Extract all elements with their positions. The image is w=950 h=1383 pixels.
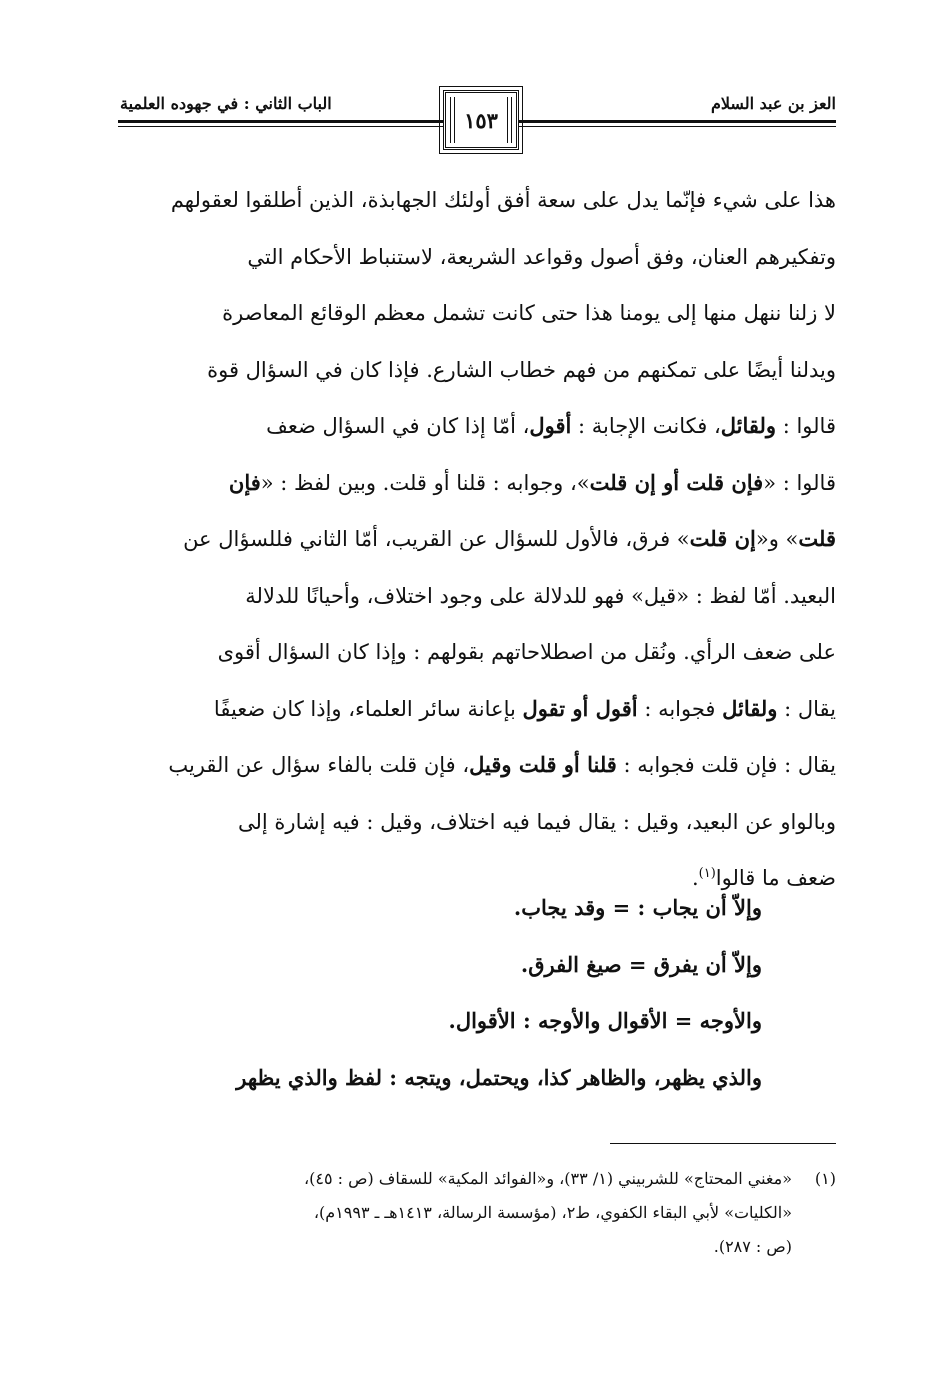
text-line: يقال : فإن قلت فجوابه : قلنا أو قلت وقيل، فإن قلت بالفاء سؤال عن القريب: [168, 752, 836, 777]
text-line: وبالواو عن البعيد، وقيل : يقال فيما فيه اختلاف، وقيل : فيه إشارة إلى: [238, 809, 836, 834]
text-line: يقال : ولقائل فجوابه : أقول أو تقول بإعانة سائر العلماء، وإذا كان ضعيفًا: [213, 695, 836, 721]
term-line: والذي يظهر، والظاهر كذا، ويحتمل، ويتجه : لفظ والذي يظهر: [236, 1064, 762, 1090]
footnote-line: (١)«مغني المحتاج» للشربيني (١/ ٣٣)، و«الفوائد المكية» للسقاف (ص : ٤٥)،: [120, 1162, 836, 1196]
text-line: ضعف ما قالوا$^{(١)}$.: [691, 866, 836, 890]
text-line: البعيد. أمّا لفظ : «قيل» فهو للدلالة على وجود اختلاف، وأحيانًا للدلالة: [245, 583, 836, 608]
text-line: قالوا : «فإن قلت أو إن قلت»، وجوابه : قلنا أو قلت. وبين لفظ : «فإن: [228, 469, 836, 495]
footnote-line: «الكليات» لأبي البقاء الكفوي، ط٢، (مؤسسة الرسالة، ١٤١٣هـ ـ ١٩٩٣م)،: [313, 1203, 792, 1222]
footnote-separator: [610, 1143, 836, 1144]
footnote-number: (١): [814, 1169, 836, 1188]
text-line: ويدلنا أيضًا على تمكنهم من فهم خطاب الشارع. فإذا كان في السؤال قوة: [207, 357, 836, 382]
term-line: وإلاّ أن يفرق = صيغ الفرق.: [520, 951, 762, 977]
term-line: وإلاّ أن يجاب : = وقد يجاب.: [513, 895, 762, 920]
terms-list: [122, 880, 762, 1106]
text-line: لا زلنا ننهل منها إلى يومنا هذا حتى كانت تشمل معظم الوقائع المعاصرة: [222, 301, 836, 325]
page-number: ١٥٣: [464, 107, 498, 133]
text-line: هذا على شيء فإنّما يدل على سعة أفق أولئك الجهابذة، الذين أطلقوا لعقولهم: [170, 188, 836, 212]
text-line: على ضعف الرأي. ونُقل من اصطلاحاتهم بقولهم : وإذا كان السؤال أقوى: [217, 640, 836, 664]
book-title: العز بن عبد السلام: [710, 94, 836, 113]
footnote-line: (ص : ٢٨٧).: [713, 1237, 792, 1256]
footnote-reference: (١): [698, 866, 716, 881]
text-line: قالوا : ولقائل، فكانت الإجابة : أقول، أمّا إذا كان في السؤال ضعف: [266, 413, 836, 438]
chapter-title: الباب الثاني : في جهوده العلمية: [120, 94, 332, 113]
main-text: [120, 172, 836, 907]
term-line: والأوجه = الأقوال والأوجه : الأقوال.: [448, 1008, 762, 1033]
running-header: [118, 90, 836, 160]
text-line: وتفكيرهم العنان، وفق أصول وقواعد الشريعة، لاستنباط الأحكام التي: [247, 244, 836, 269]
text-line: قلت» و«إن قلت» فرق، فالأول للسؤال عن القريب، أمّا الثاني فللسؤال عن: [183, 526, 836, 551]
page-number-frame: [443, 90, 519, 150]
footnotes: [120, 1162, 836, 1264]
